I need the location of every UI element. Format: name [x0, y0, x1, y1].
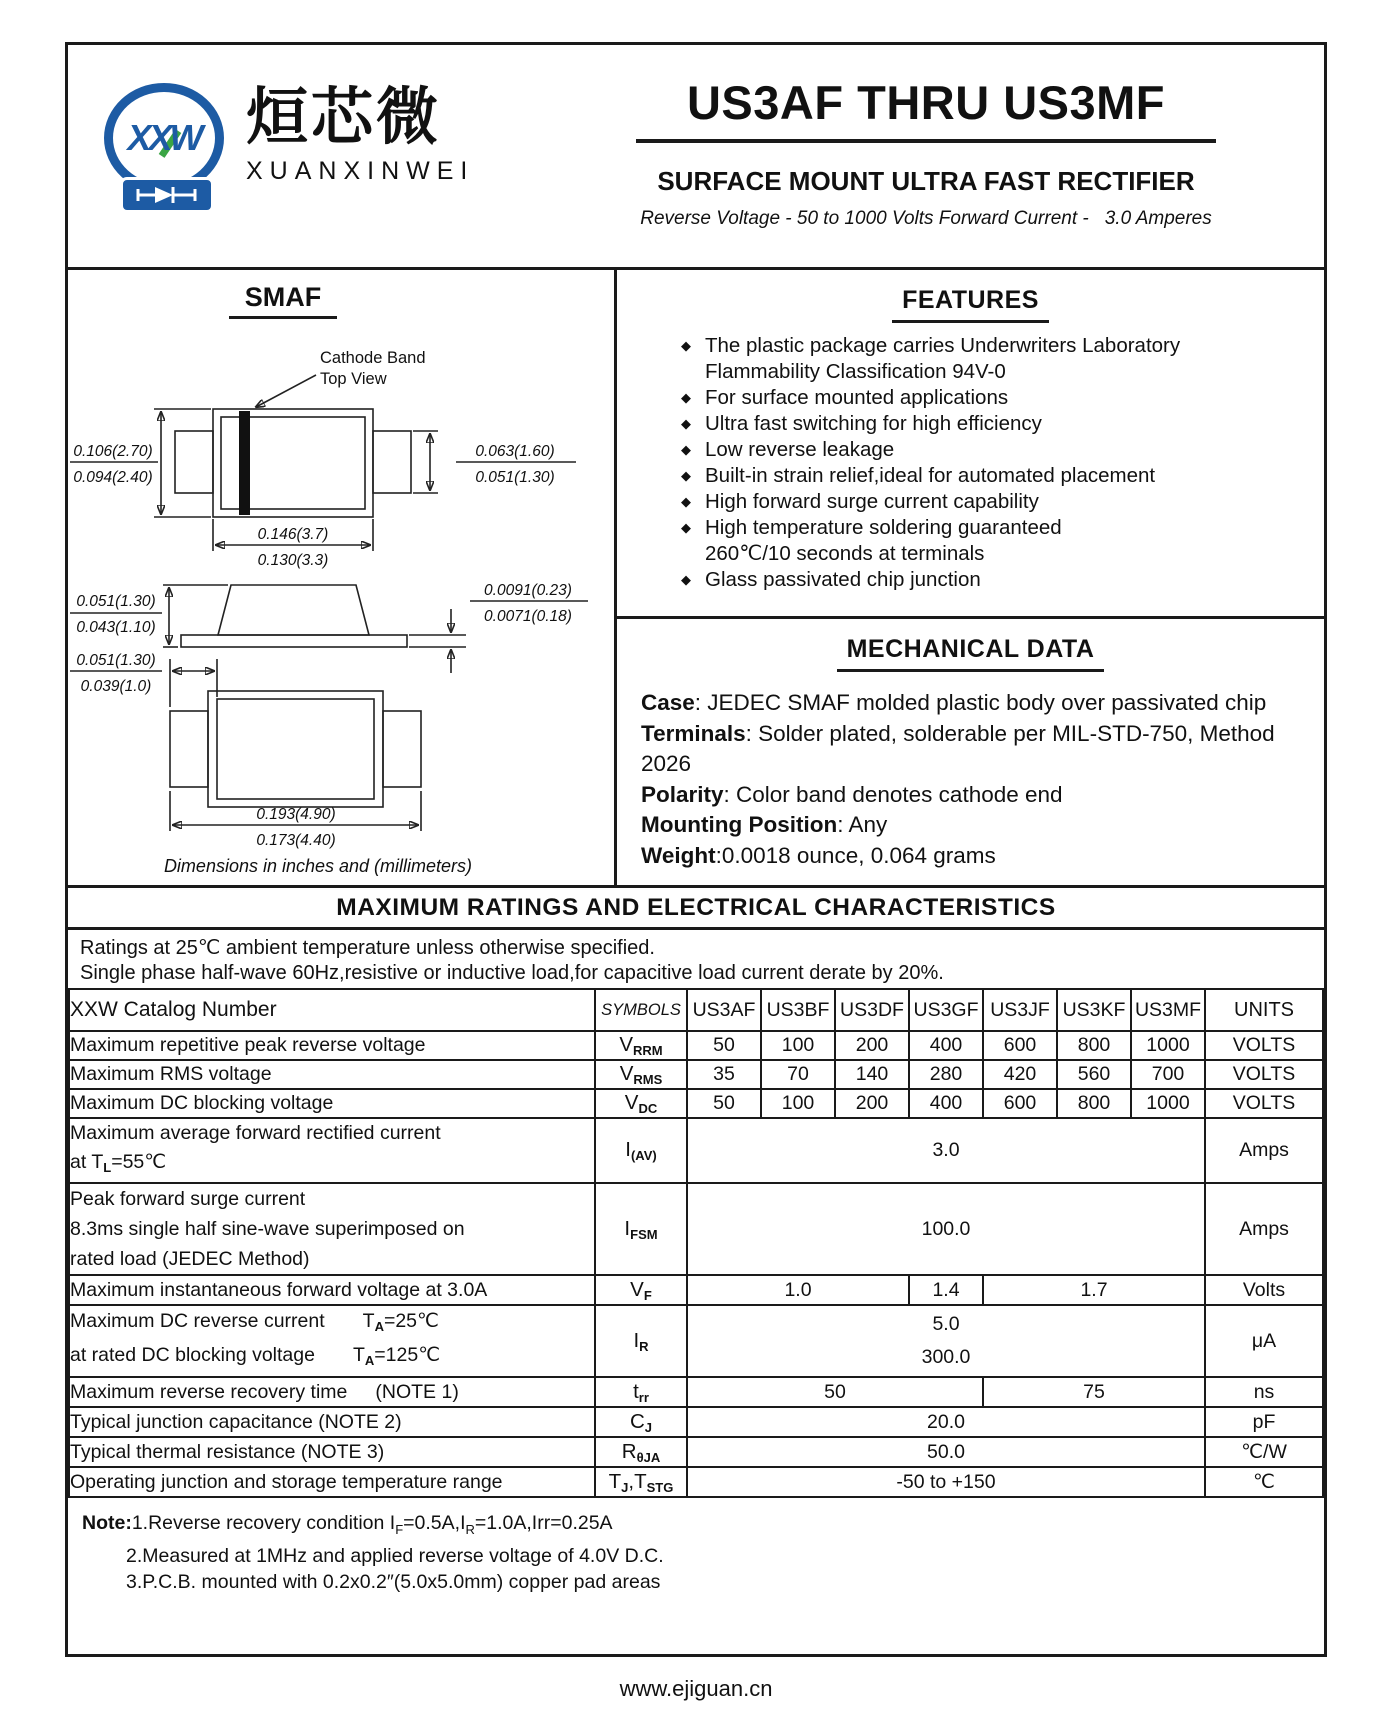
unit-cell: VOLTS [1205, 1060, 1323, 1089]
unit-cell: ℃/W [1205, 1437, 1323, 1467]
mechanical-body [617, 672, 1324, 871]
svg-text:0.094(2.40): 0.094(2.40) [73, 469, 153, 486]
unit-cell: ns [1205, 1377, 1323, 1407]
feature-item [681, 437, 1310, 463]
right-column [617, 270, 1324, 885]
feature-text: High forward surge current capability [705, 490, 1039, 513]
param-label: Maximum average forward rectified current at $T_L=55℃$ [69, 1118, 595, 1183]
features-list [617, 333, 1324, 593]
symbol-cell: $V_{RMS}$ [595, 1060, 687, 1089]
ratings-tagline [538, 208, 1314, 230]
unit-cell: ℃ [1205, 1467, 1323, 1497]
value-cell: 420 [983, 1060, 1057, 1089]
value-cell: 35 [687, 1060, 761, 1089]
feature-text: Low reverse leakage [705, 438, 895, 461]
diamond-bullet-icon: ◆ [681, 572, 691, 587]
value-cell: 600 [983, 1089, 1057, 1118]
tagline-text: Reverse Voltage - 50 to 1000 Volts Forward Current - [640, 208, 1089, 229]
ratings-banner: MAXIMUM RATINGS AND ELECTRICAL CHARACTERISTICS [68, 888, 1324, 930]
feature-text: Glass passivated chip junction [705, 568, 981, 591]
package-diagram [68, 319, 617, 854]
features-heading-wrap [617, 286, 1324, 323]
param-label: Typical junction capacitance (NOTE 2) [69, 1407, 595, 1437]
logo-monogram: XXW [127, 117, 201, 158]
value-cell: 600 [983, 1031, 1057, 1060]
part-header: US3MF [1131, 989, 1205, 1031]
value-cell: 50 [687, 1089, 761, 1118]
value-cell: 800 [1057, 1031, 1131, 1060]
mech-label: Weight [641, 842, 716, 868]
diamond-bullet-icon: ◆ [681, 390, 691, 405]
table-row-vrms [69, 1060, 1323, 1089]
product-type-subtitle: SURFACE MOUNT ULTRA FAST RECTIFIER [657, 166, 1195, 196]
param-label: Peak forward surge current 8.3ms single half sine-wave superimposed on rated load (JEDEC Method) [69, 1183, 595, 1275]
value-cell: 100 [761, 1031, 835, 1060]
mech-line [641, 782, 1063, 807]
table-row-vrrm [69, 1031, 1323, 1060]
value-cell: 1000 [1131, 1089, 1205, 1118]
package-column [68, 270, 617, 885]
note-1: Note:1.Reverse recovery condition $I_F=0.5A,I_R=1.0A,Irr=0.25A$ [82, 1512, 613, 1537]
middle-section [68, 270, 1324, 888]
value-cell: 70 [761, 1060, 835, 1089]
symbol-cell: $T_J,T_{STG}$ [595, 1467, 687, 1497]
feature-text: Built-in strain relief,ideal for automated placement [705, 464, 1156, 487]
diamond-bullet-icon: ◆ [681, 338, 691, 353]
symbol-cell: $I_{(AV)}$ [595, 1118, 687, 1183]
title-underline [636, 139, 1216, 143]
unit-cell: pF [1205, 1407, 1323, 1437]
ratings-condition-2: Single phase half-wave 60Hz,resistive or inductive load,for capacitive load current derate by 20%. [80, 962, 944, 984]
param-label: Maximum repetitive peak reverse voltage [69, 1031, 595, 1060]
mechanical-heading: MECHANICAL DATA [837, 635, 1105, 672]
diode-icon [120, 177, 214, 213]
mech-label: Mounting Position [641, 812, 838, 837]
value-cell: 5.0 300.0 [687, 1305, 1205, 1377]
note-2: 2.Measured at 1MHz and applied reverse voltage of 4.0V D.C. [126, 1544, 664, 1567]
symbol-cell: $t_{rr}$ [595, 1377, 687, 1407]
unit-cell: Amps [1205, 1183, 1323, 1275]
table-row-vdc [69, 1089, 1323, 1118]
value-cell: 50 [687, 1377, 983, 1407]
param-label: Maximum RMS voltage [69, 1060, 595, 1089]
table-row-rthja [69, 1437, 1323, 1467]
value-cell: 1.4 [909, 1275, 983, 1305]
diamond-bullet-icon: ◆ [681, 520, 691, 535]
value-cell: 1.7 [983, 1275, 1205, 1305]
website-url: www.ejiguan.cn [619, 1676, 773, 1701]
value-cell: 3.0 [687, 1118, 1205, 1183]
value-cell: 400 [909, 1089, 983, 1118]
feature-item [681, 333, 1310, 385]
symbol-cell: $V_{DC}$ [595, 1089, 687, 1118]
diamond-bullet-icon: ◆ [681, 468, 691, 483]
logo-mark [104, 83, 230, 203]
symbol-cell: $I_R$ [595, 1305, 687, 1377]
value-cell: 75 [983, 1377, 1205, 1407]
unit-cell: VOLTS [1205, 1031, 1323, 1060]
part-header: US3KF [1057, 989, 1131, 1031]
svg-text:Top View: Top View [320, 370, 387, 388]
table-row-ifsm [69, 1183, 1323, 1275]
table-header-row [69, 989, 1323, 1031]
mech-text: : JEDEC SMAF molded plastic body over passivated chip [694, 690, 1267, 715]
value-cell: 200 [835, 1031, 909, 1060]
feature-text: High temperature soldering guaranteed [705, 516, 1062, 539]
diamond-bullet-icon: ◆ [681, 494, 691, 509]
symbol-cell: $C_J$ [595, 1407, 687, 1437]
svg-text:0.051(1.30): 0.051(1.30) [76, 652, 156, 669]
part-header: US3AF [687, 989, 761, 1031]
svg-text:0.051(1.30): 0.051(1.30) [475, 469, 555, 486]
part-header: US3GF [909, 989, 983, 1031]
value-cell: 100.0 [687, 1183, 1205, 1275]
mech-label: Case [641, 690, 695, 715]
units-header: UNITS [1205, 989, 1323, 1031]
package-top-view [70, 349, 576, 569]
table-row-tjtstg [69, 1467, 1323, 1497]
unit-cell: VOLTS [1205, 1089, 1323, 1118]
symbol-cell: $V_{RRM}$ [595, 1031, 687, 1060]
feature-text: Ultra fast switching for high efficiency [705, 412, 1042, 435]
svg-text:0.051(1.30): 0.051(1.30) [76, 593, 156, 610]
feature-text: For surface mounted applications [705, 386, 1009, 409]
characteristics-table [68, 988, 1324, 1498]
diamond-bullet-icon: ◆ [681, 416, 691, 431]
mech-label: Polarity [641, 781, 724, 807]
feature-item [681, 385, 1310, 411]
svg-text:0.043(1.10): 0.043(1.10) [76, 619, 156, 636]
symbol-cell: $V_F$ [595, 1275, 687, 1305]
mech-line [641, 843, 996, 868]
table-row-ir [69, 1305, 1323, 1377]
part-header: US3JF [983, 989, 1057, 1031]
svg-text:0.193(4.90): 0.193(4.90) [256, 806, 336, 823]
param-label: Maximum DC blocking voltage [69, 1089, 595, 1118]
feature-text-line2: 260℃/10 seconds at terminals [705, 542, 985, 565]
param-label: Maximum reverse recovery time (NOTE 1) [69, 1377, 595, 1407]
unit-cell: Volts [1205, 1275, 1323, 1305]
value-cell: 50.0 [687, 1437, 1205, 1467]
svg-text:Cathode Band: Cathode Band [320, 349, 426, 367]
value-cell: 140 [835, 1060, 909, 1089]
feature-item [681, 463, 1310, 489]
mech-text: : Any [837, 812, 888, 837]
value-cell: -50 to +150 [687, 1467, 1205, 1497]
svg-text:0.063(1.60): 0.063(1.60) [475, 443, 555, 460]
svg-text:0.106(2.70): 0.106(2.70) [73, 443, 153, 460]
svg-text:0.0091(0.23): 0.0091(0.23) [484, 582, 572, 599]
value-cell: 280 [909, 1060, 983, 1089]
mech-line [641, 690, 1266, 715]
value-cell: 1.0 [687, 1275, 909, 1305]
diode-symbol-icon [135, 184, 199, 206]
param-label: Maximum DC reverse current $T_A=25℃$ at rated DC blocking voltage $T_A=125℃$ [69, 1305, 595, 1377]
note-label: Note: [82, 1512, 132, 1534]
datasheet-page-frame [65, 42, 1327, 1657]
feature-item [681, 515, 1310, 567]
feature-item [681, 489, 1310, 515]
feature-text-line2: Flammability Classification 94V-0 [705, 360, 1006, 383]
ratings-condition-1: Ratings at 25℃ ambient temperature unless otherwise specified. [80, 937, 655, 959]
unit-cell: Amps [1205, 1118, 1323, 1183]
value-cell: 1000 [1131, 1031, 1205, 1060]
value-cell: 20.0 [687, 1407, 1205, 1437]
table-row-vf [69, 1275, 1323, 1305]
value-cell: 700 [1131, 1060, 1205, 1089]
feature-text: The plastic package carries Underwriters Laboratory [705, 334, 1181, 357]
svg-text:0.0071(0.18): 0.0071(0.18) [484, 608, 572, 625]
header [68, 45, 1324, 270]
symbol-cell: $R_{\theta JA}$ [595, 1437, 687, 1467]
value-cell: 100 [761, 1089, 835, 1118]
value-cell: 200 [835, 1089, 909, 1118]
mech-text: :0.0018 ounce, 0.064 grams [715, 842, 996, 868]
company-name-chinese: 烜芯微 [246, 83, 442, 152]
mech-text: : Solder plated, solderable per MIL-STD-750, Method 2026 [641, 720, 1275, 776]
notes-section [68, 1498, 1324, 1595]
tagline-current-value: 3.0 Amperes [1104, 208, 1212, 229]
table-row-trr [69, 1377, 1323, 1407]
feature-item [681, 567, 1310, 593]
mechanical-heading-wrap [617, 635, 1324, 672]
param-label: Maximum instantaneous forward voltage at 3.0A [69, 1275, 595, 1305]
mechanical-data-section [617, 619, 1324, 871]
value-cell: 560 [1057, 1060, 1131, 1089]
svg-text:0.039(1.0): 0.039(1.0) [80, 678, 152, 695]
title-block [538, 75, 1314, 230]
mech-label: Terminals [641, 720, 746, 746]
feature-item [681, 411, 1310, 437]
dimensions-caption: Dimensions in inches and (millimeters) [163, 856, 473, 876]
svg-text:0.130(3.3): 0.130(3.3) [257, 552, 329, 569]
mech-text: : Color band denotes cathode end [723, 781, 1063, 807]
ratings-conditions [68, 930, 1324, 988]
value-cell: 50 [687, 1031, 761, 1060]
logo-text [246, 83, 474, 186]
unit-cell: μA [1205, 1305, 1323, 1377]
symbol-cell: $I_{FSM}$ [595, 1183, 687, 1275]
part-header: US3DF [835, 989, 909, 1031]
company-name-romanized: XUANXINWEI [246, 157, 475, 185]
company-logo [104, 83, 474, 203]
param-label: Operating junction and storage temperature range [69, 1467, 595, 1497]
catalog-number-header: XXW Catalog Number [69, 989, 595, 1031]
svg-text:0.173(4.40): 0.173(4.40) [256, 832, 336, 849]
table-row-cj [69, 1407, 1323, 1437]
features-heading: FEATURES [892, 286, 1049, 323]
package-name: SMAF [229, 282, 338, 319]
part-range-title: US3AF THRU US3MF [686, 76, 1166, 129]
symbols-header: SYMBOLS [595, 989, 687, 1031]
value-cell: 400 [909, 1031, 983, 1060]
mech-line [641, 812, 887, 837]
note-3: 3.P.C.B. mounted with 0.2x0.2″(5.0x5.0mm) copper pad areas [126, 1570, 661, 1593]
package-name-wrap [68, 282, 498, 319]
diamond-bullet-icon: ◆ [681, 442, 691, 457]
svg-text:0.146(3.7): 0.146(3.7) [257, 526, 329, 543]
param-label: Typical thermal resistance (NOTE 3) [69, 1437, 595, 1467]
table-row-iav [69, 1118, 1323, 1183]
mech-line [641, 721, 1275, 777]
part-header: US3BF [761, 989, 835, 1031]
package-bottom-view [70, 652, 421, 849]
features-section [617, 270, 1324, 619]
value-cell: 800 [1057, 1089, 1131, 1118]
